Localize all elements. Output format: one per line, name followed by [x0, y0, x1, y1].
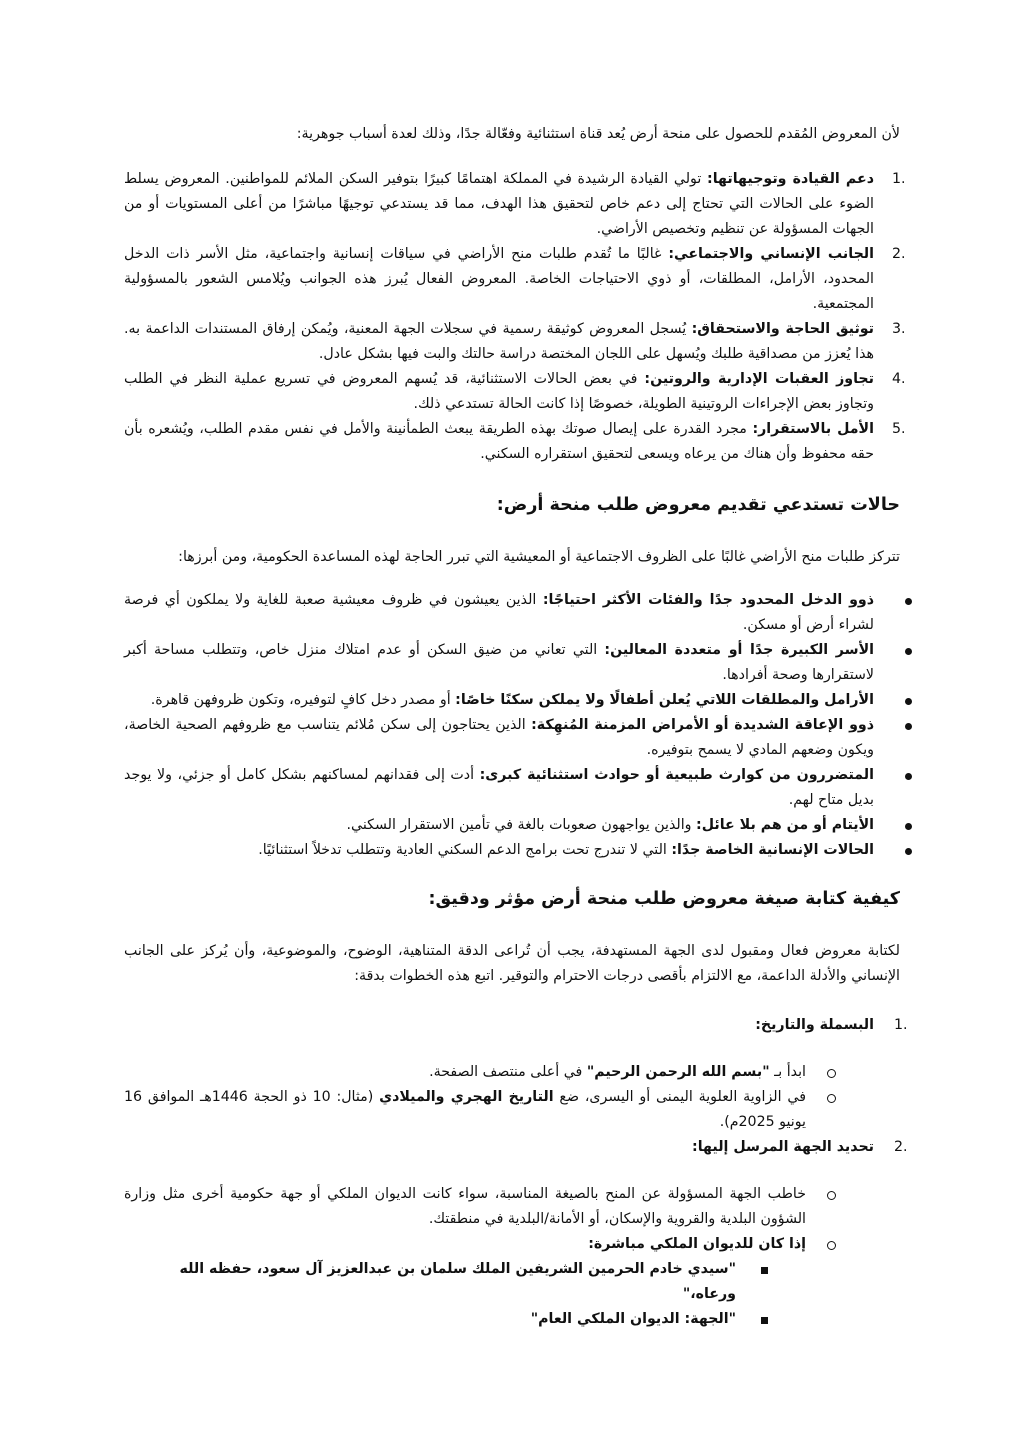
- list-number: 2.: [894, 1139, 908, 1155]
- reason-item: [124, 367, 906, 417]
- reason-title: توثيق الحاجة والاستحقاق:: [691, 321, 874, 337]
- sub-sub-item-text: "سيدي خادم الحرمين الشريفين الملك سلمان بن عبدالعزيز آل سعود، حفظه الله ورعاه،": [179, 1261, 736, 1302]
- circle-bullet-icon: [827, 1241, 836, 1250]
- bullet-icon: [905, 648, 912, 655]
- bullet-icon: [905, 773, 912, 780]
- square-bullet-icon: [761, 1317, 768, 1324]
- list-number: 1.: [892, 171, 906, 187]
- reason-item: [124, 417, 906, 467]
- list-number: 2.: [892, 246, 906, 262]
- reason-text: يُسجل المعروض كوثيقة رسمية في سجلات الجهة المعنية، ويُمكن إرفاق المستندات الداعمة به. هذا يُعزز من مصداقية طلبك ويُسهل على اللجان المختصة دراسة حالتك والبت فيها بشكل عادل.: [124, 321, 874, 362]
- case-title: ذوو الدخل المحدود جدًا والفئات الأكثر احتياجًا:: [542, 592, 874, 608]
- case-text: أدت إلى فقدانهم لمساكنهم بشكل كامل أو جزئي، ولا يوجد بديل متاح لهم.: [124, 767, 874, 808]
- case-item: [124, 688, 874, 713]
- reason-title: الأمل بالاستقرار:: [752, 421, 874, 437]
- bullet-icon: [905, 823, 912, 830]
- steps-section: [124, 1013, 908, 1332]
- sub-item: [124, 1232, 806, 1257]
- case-item: [124, 713, 874, 763]
- reason-title: دعم القيادة وتوجيهاتها:: [707, 171, 874, 187]
- circle-bullet-icon: [827, 1069, 836, 1078]
- square-bullet-icon: [761, 1267, 768, 1274]
- sub-item-text: (مثال: 10 ذو الحجة 1446هـ الموافق 16 يونيو 2025م).: [124, 1089, 806, 1130]
- case-item: [124, 763, 874, 813]
- case-text: والذين يواجهون صعوبات بالغة في تأمين الاستقرار السكني.: [346, 817, 697, 833]
- reason-text: مجرد القدرة على إيصال صوتك بهذه الطريقة يبعث الطمأنينة والأمل في نفس مقدم الطلب، ويُشعره بأن حقه محفوظ وأن هناك من يرعاه ويسعى لتحقيق استقراره السكني.: [124, 421, 874, 462]
- intro-paragraph: لأن المعروض المُقدم للحصول على منحة أرض يُعد قناة استثنائية وفعّالة جدًا، وذلك لعدة أسباب جوهرية:: [296, 126, 900, 142]
- case-title: المتضررون من كوارث طبيعية أو حوادث استثنائية كبرى:: [479, 767, 874, 783]
- case-text: أو مصدر دخل كافٍ لتوفيره، وتكون ظروفهن قاهرة.: [150, 692, 456, 708]
- sub-item-bold: إذا كان للديوان الملكي مباشرة:: [588, 1236, 806, 1252]
- list-number: 3.: [892, 321, 906, 337]
- step-1-items: [124, 1060, 900, 1135]
- reason-item: [124, 317, 906, 367]
- case-title: الحالات الإنسانية الخاصة جدًا:: [671, 842, 874, 858]
- case-title: الأيتام أو من هم بلا عائل:: [696, 817, 874, 833]
- sub-item-bold: التاريخ الهجري والميلادي: [379, 1089, 554, 1105]
- case-text: التي تعاني من ضيق السكن أو عدم امتلاك منزل خاص، وتتطلب مساحة أكبر لاستقرارها وصحة أفرادها.: [124, 642, 874, 683]
- sub-sub-item: [124, 1257, 736, 1307]
- case-item: [124, 838, 874, 863]
- cases-heading: حالات تستدعي تقديم معروض طلب منحة أرض:: [496, 495, 900, 515]
- step-title-text: البسملة والتاريخ:: [755, 1017, 874, 1033]
- reason-title: الجانب الإنساني والاجتماعي:: [668, 246, 874, 262]
- case-title: ذوو الإعاقة الشديدة أو الأمراض المزمنة المُنهِكة:: [531, 717, 874, 733]
- step-1-title: [124, 1013, 908, 1038]
- how-heading: كيفية كتابة صيغة معروض طلب منحة أرض مؤثر ودقيق:: [428, 889, 900, 909]
- sub-item-text: في الزاوية العلوية اليمنى أو اليسرى، ضع: [553, 1089, 806, 1105]
- step-2-items: [124, 1182, 900, 1257]
- case-title: الأرامل والمطلقات اللاتي يُعلن أطفالًا ولا يملكن سكنًا خاصًا:: [455, 692, 874, 708]
- list-number: 1.: [894, 1017, 908, 1033]
- list-number: 5.: [892, 421, 906, 437]
- how-intro: لكتابة معروض فعال ومقبول لدى الجهة المستهدفة، يجب أن تُراعى الدقة المتناهية، الوضوح، والموضوعية، وأن يُركز على الجانب الإنساني والأدلة الداعمة، مع الالتزام بأقصى درجات الاحترام والتوقير. اتبع هذه الخطوات بدقة:: [124, 943, 900, 984]
- sub-item-text: في أعلى منتصف الصفحة.: [429, 1064, 587, 1080]
- circle-bullet-icon: [827, 1094, 836, 1103]
- list-number: 4.: [892, 371, 906, 387]
- bullet-icon: [905, 848, 912, 855]
- case-item: [124, 588, 874, 638]
- reason-title: تجاوز العقبات الإدارية والروتين:: [644, 371, 874, 387]
- case-item: [124, 638, 874, 688]
- reason-item: [124, 242, 906, 317]
- reasons-list: [124, 167, 906, 467]
- step-2-title: [124, 1135, 908, 1160]
- cases-list: [124, 588, 900, 863]
- reason-text: في بعض الحالات الاستثنائية، قد يُسهم المعروض في تسريع عملية النظر في الطلب وتجاوز بعض الإجراءات الروتينية الطويلة، خصوصًا إذا كانت الحالة تستدعي ذلك.: [124, 371, 874, 412]
- sub-item-text: ابدأ بـ: [769, 1064, 806, 1080]
- cases-intro: تتركز طلبات منح الأراضي غالبًا على الظروف الاجتماعية أو المعيشية التي تبرر الحاجة لهذه المساعدة الحكومية، ومن أبرزها:: [178, 549, 900, 565]
- reason-text: تولي القيادة الرشيدة في المملكة اهتمامًا كبيرًا بتوفير السكن الملائم للمواطنين. المعروض يسلط الضوء على الحالات التي تحتاج إلى دعم خاص لتحقيق هذا الهدف، مما قد يستدعي توجيهًا مباشرًا من أعلى المستويات أو من الجهات المسؤولة عن تنظيم وتخصيص الأراضي.: [124, 171, 874, 237]
- bullet-icon: [905, 598, 912, 605]
- reason-item: [124, 167, 906, 242]
- case-text: الذين يعيشون في ظروف معيشية صعبة للغاية ولا يملكون أي فرصة لشراء أرض أو مسكن.: [124, 592, 874, 633]
- step-2-subitems: [124, 1257, 900, 1332]
- sub-item-bold: "بسم الله الرحمن الرحيم": [586, 1064, 770, 1080]
- case-text: الذين يحتاجون إلى سكن مُلائم يتناسب مع ظروفهم الصحية الخاصة، ويكون وضعهم المادي لا يسمح بتوفيره.: [124, 717, 874, 758]
- case-title: الأسر الكبيرة جدًا أو متعددة المعالين:: [604, 642, 874, 658]
- sub-item: [124, 1085, 806, 1135]
- bullet-icon: [905, 698, 912, 705]
- bullet-icon: [905, 723, 912, 730]
- step-title-text: تحديد الجهة المرسل إليها:: [692, 1139, 874, 1155]
- sub-item: [124, 1060, 806, 1085]
- sub-item-text: خاطب الجهة المسؤولة عن المنح بالصيغة المناسبة، سواء كانت الديوان الملكي أو جهة حكومية أخرى مثل وزارة الشؤون البلدية والقروية والإسكان، أو الأمانة/البلدية في منطقتك.: [124, 1186, 806, 1227]
- sub-item: [124, 1182, 806, 1232]
- sub-sub-item-text: "الجهة: الديوان الملكي العام": [530, 1311, 736, 1327]
- case-text: التي لا تندرج تحت برامج الدعم السكني العادية وتتطلب تدخلاً استثنائيًا.: [258, 842, 672, 858]
- reason-text: غالبًا ما تُقدم طلبات منح الأراضي في سياقات إنسانية واجتماعية، مثل الأسر ذات الدخل المحدود، الأرامل، المطلقات، أو ذوي الاحتياجات الخاصة. المعروض الفعال يُبرز هذه الجوانب ويُلامس الشعور بالمسؤولية المجتمعية.: [124, 246, 874, 312]
- case-item: [124, 813, 874, 838]
- circle-bullet-icon: [827, 1191, 836, 1200]
- sub-sub-item: [124, 1307, 736, 1332]
